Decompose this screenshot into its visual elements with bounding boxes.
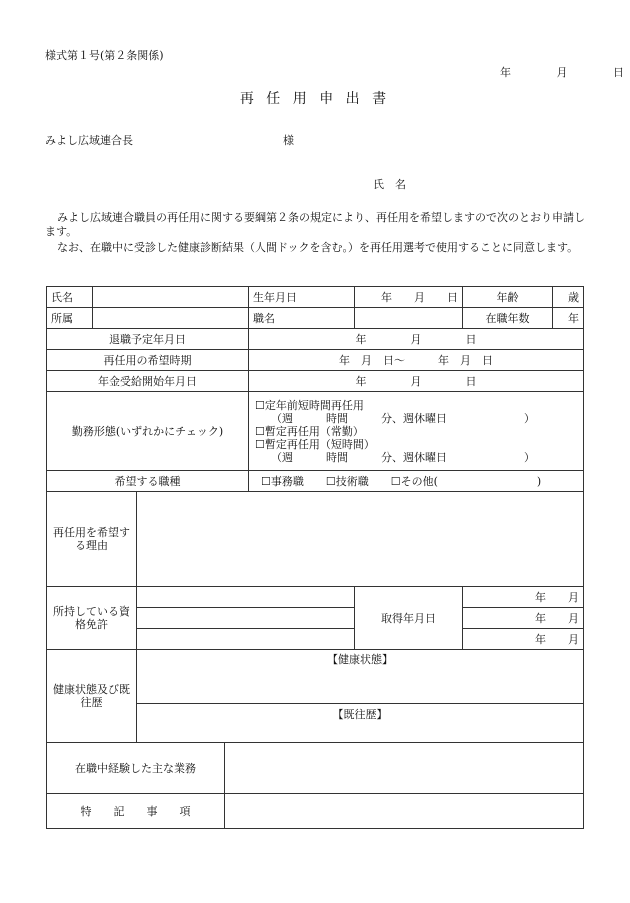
- health-status-field[interactable]: 【健康状態】: [137, 650, 584, 704]
- acquired-date-field-2[interactable]: 年 月: [463, 608, 584, 629]
- remarks-label: 特 記 事 項: [47, 794, 225, 829]
- pension-start-field[interactable]: 年 月 日: [249, 371, 584, 392]
- option-temporary-full-time[interactable]: ☐暫定再任用（常勤）: [255, 424, 364, 438]
- option-temporary-short-time[interactable]: ☐暫定再任用（短時間）: [255, 437, 375, 451]
- experience-label: 在職中経験した主な業務: [47, 743, 225, 794]
- acquired-date-field-3[interactable]: 年 月: [463, 629, 584, 650]
- form-title: 再 任 用 申 出 書: [239, 91, 391, 107]
- acquired-date-label: 取得年月日: [355, 587, 463, 650]
- health-label: 健康状態及び既往歴: [47, 650, 137, 743]
- retirement-date-field[interactable]: 年 月 日: [249, 329, 584, 350]
- form-number: 様式第１号(第２条関係): [45, 49, 164, 62]
- retirement-date-label: 退職予定年月日: [47, 329, 249, 350]
- work-style-options: [249, 392, 584, 471]
- date-day: 日: [613, 66, 624, 79]
- birthdate-label: 生年月日: [249, 287, 355, 308]
- addressee: みよし広域連合長: [45, 134, 133, 147]
- option-3-hours-detail[interactable]: （週 時間 分、週休曜日 ）: [271, 450, 535, 464]
- experience-field[interactable]: [225, 743, 584, 794]
- pension-start-label: 年金受給開始年月日: [47, 371, 249, 392]
- birthdate-field[interactable]: 年 月 日: [355, 287, 463, 308]
- date-month: 月: [556, 66, 568, 79]
- tenure-field[interactable]: 年: [553, 308, 584, 329]
- reason-field[interactable]: [137, 492, 584, 587]
- option-short-time-before-retirement[interactable]: ☐定年前短時間再任用: [255, 398, 364, 412]
- tenure-label: 在職年数: [463, 308, 553, 329]
- job-type-label: 希望する職種: [47, 471, 249, 492]
- qualifications-label: 所持している資格免許: [47, 587, 137, 650]
- age-field[interactable]: 歳: [553, 287, 584, 308]
- submission-date: [500, 64, 630, 80]
- qualification-field-3[interactable]: [137, 629, 355, 650]
- work-style-label: 勤務形態(いずれかにチェック): [47, 392, 249, 471]
- medical-history-field[interactable]: 【既往歴】: [137, 704, 584, 743]
- department-field[interactable]: [93, 308, 249, 329]
- applicant-name-label: 氏 名: [373, 178, 406, 191]
- desired-period-field[interactable]: 年 月 日～ 年 月 日: [249, 350, 584, 371]
- name-field[interactable]: [93, 287, 249, 308]
- paragraph-consent-1: みよし広域連合職員の再任用に関する要綱第２条の規定により、再任用を希望しますので次のとおり申請します。: [45, 211, 585, 238]
- paragraph-consent-2: なお、在職中に受診した健康診断結果（人間ドックを含む。）を再任用選考で使用することに同意します。: [57, 241, 579, 254]
- reason-label: 再任用を希望する理由: [47, 492, 137, 587]
- qualification-field-2[interactable]: [137, 608, 355, 629]
- addressee-honorific: 様: [283, 134, 294, 147]
- age-label: 年齢: [463, 287, 553, 308]
- position-label: 職名: [249, 308, 355, 329]
- qualification-field-1[interactable]: [137, 587, 355, 608]
- date-year: 年: [500, 66, 511, 79]
- department-label: 所属: [47, 308, 93, 329]
- position-field[interactable]: [355, 308, 463, 329]
- name-label: 氏名: [47, 287, 93, 308]
- application-form-table: [46, 286, 584, 829]
- acquired-date-field-1[interactable]: 年 月: [463, 587, 584, 608]
- job-type-options[interactable]: ☐事務職 ☐技術職 ☐その他( ): [249, 471, 584, 492]
- desired-period-label: 再任用の希望時期: [47, 350, 249, 371]
- option-1-hours-detail[interactable]: （週 時間 分、週休曜日 ）: [271, 411, 535, 425]
- remarks-field[interactable]: [225, 794, 584, 829]
